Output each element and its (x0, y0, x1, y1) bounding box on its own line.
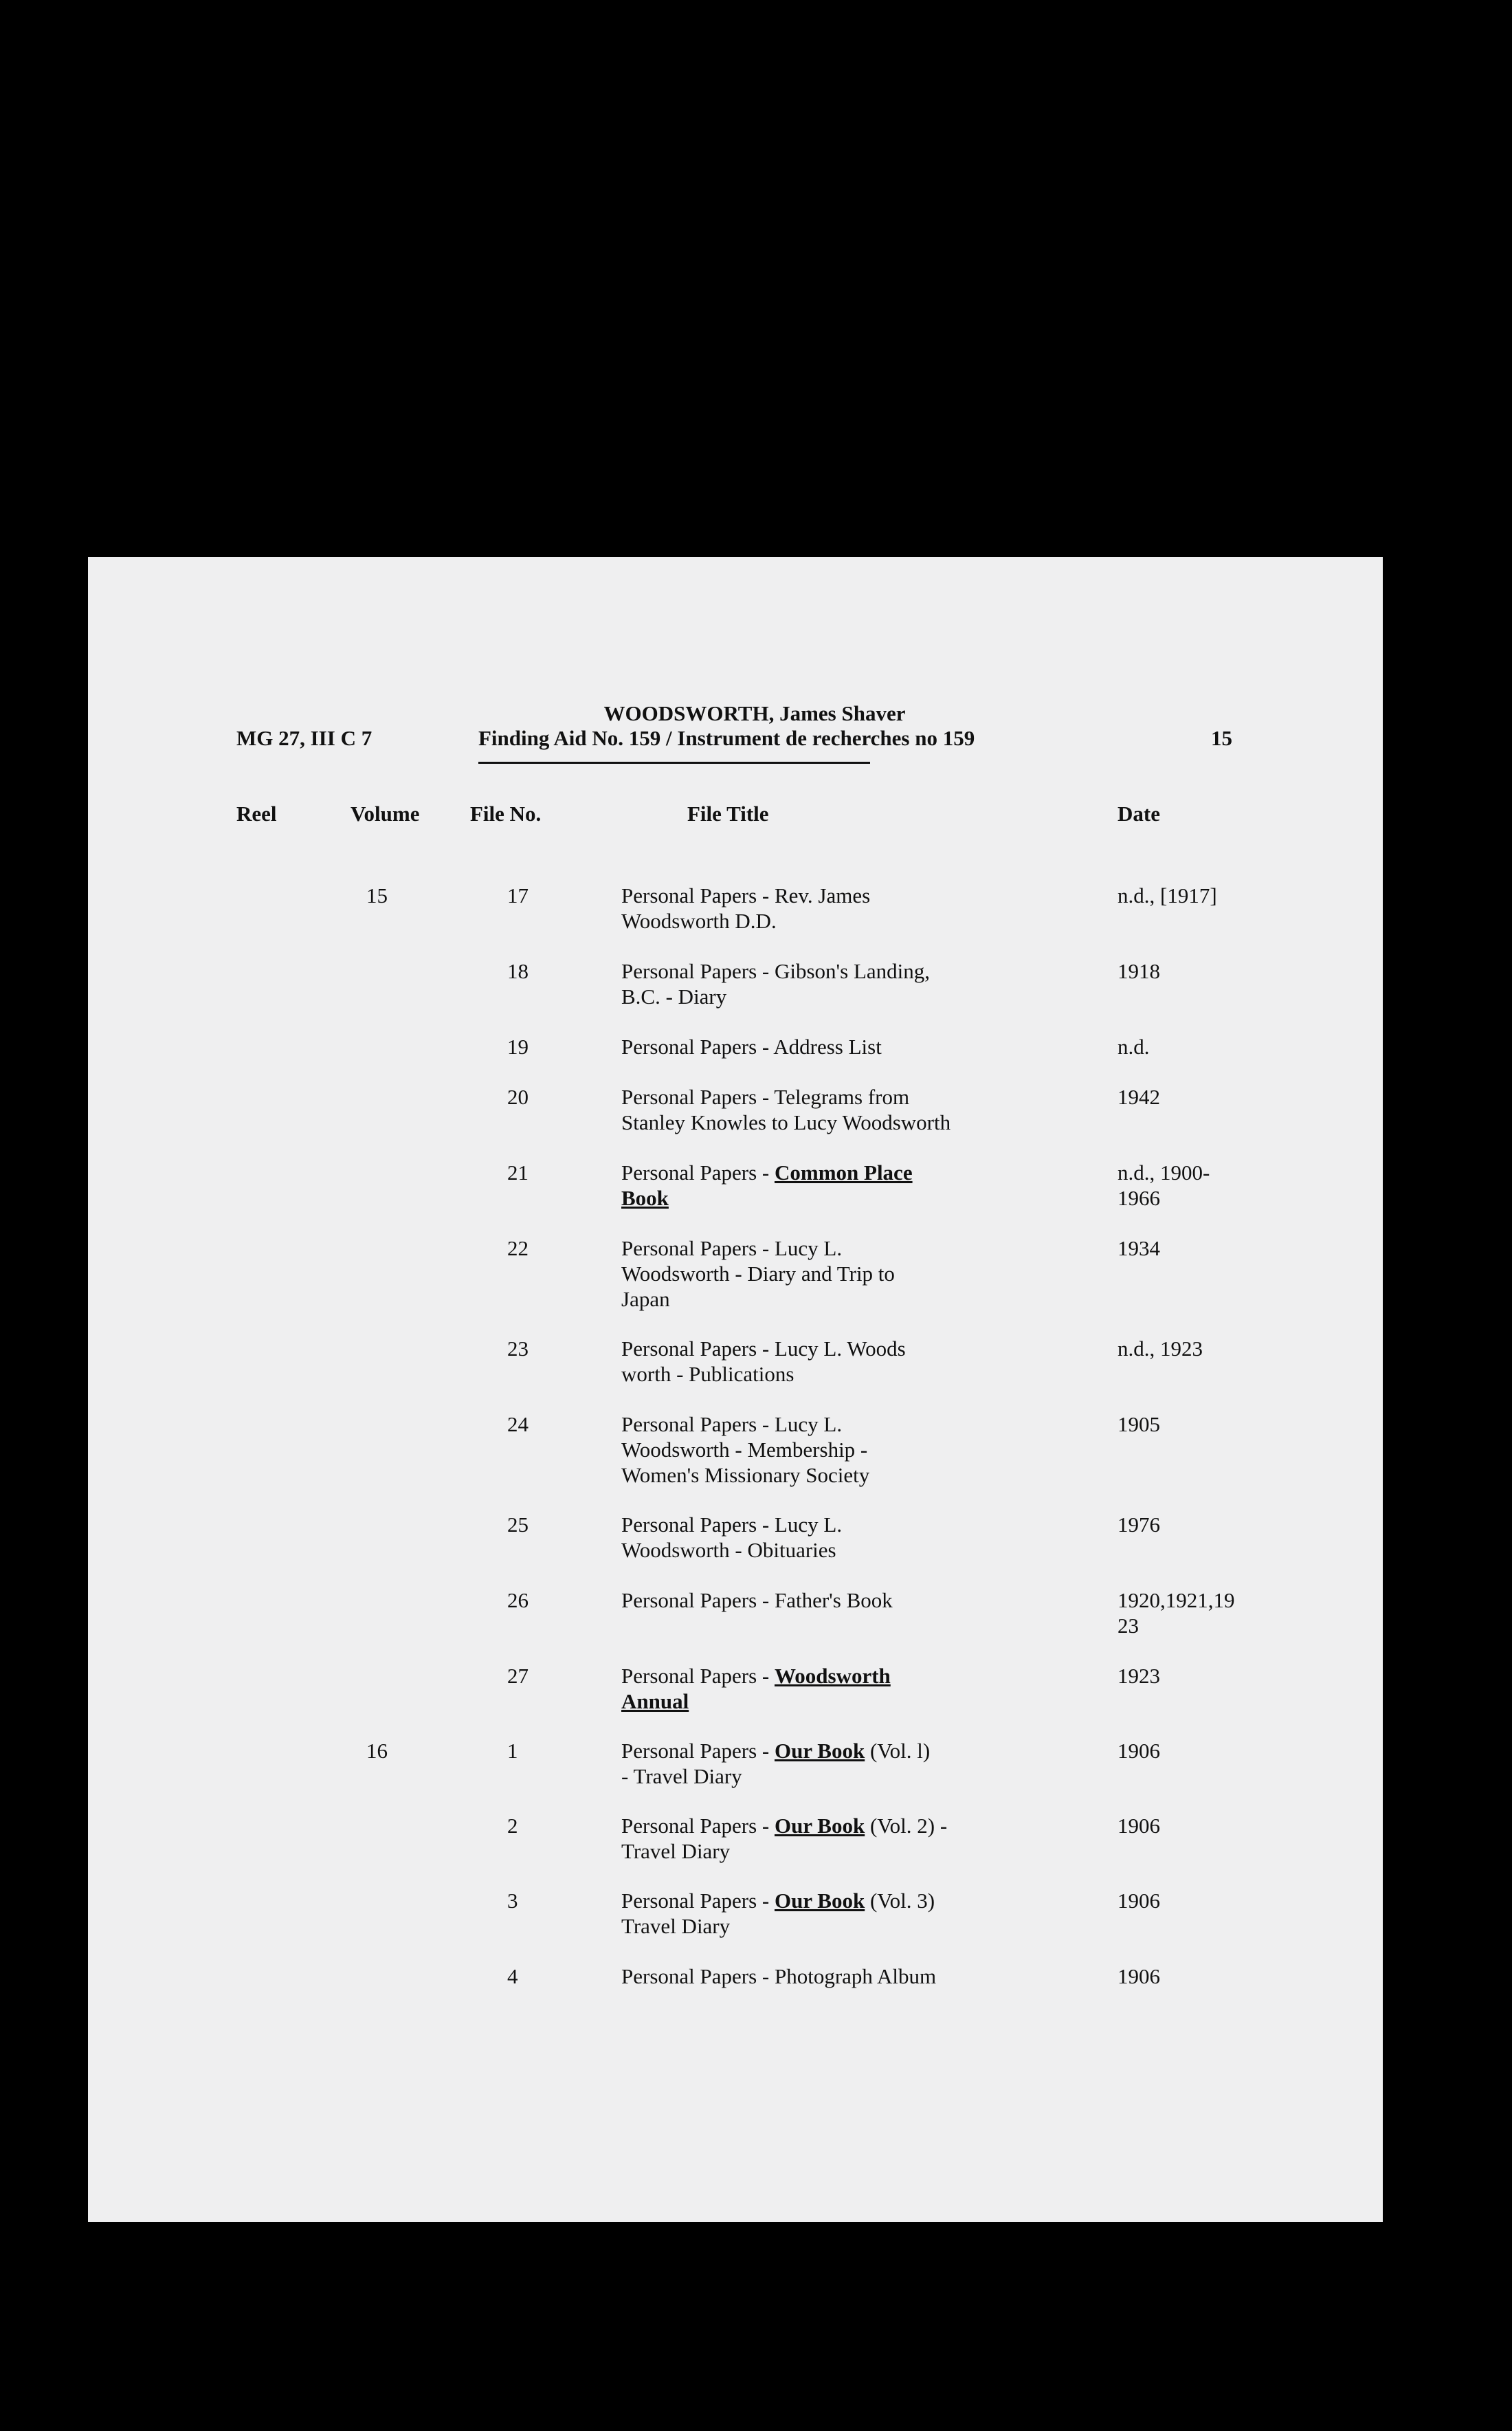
title-text: Woodsworth - Membership - (621, 1438, 868, 1462)
file-date (1118, 1738, 1160, 1763)
file-date-line: 1920,1921,19 (1118, 1588, 1235, 1612)
file-title (621, 1160, 1047, 1211)
column-header-volume: Volume (351, 802, 420, 826)
file-title-line (621, 1663, 1047, 1688)
file-date-line: 1906 (1118, 1964, 1160, 1988)
file-date (1118, 1888, 1160, 1913)
file-title-line (621, 883, 1047, 908)
title-text: Personal Papers - Address List (621, 1035, 882, 1059)
file-title-line (621, 1361, 1047, 1387)
title-text: Personal Papers - Lucy L. (621, 1412, 843, 1436)
title-text: Women's Missionary Society (621, 1463, 870, 1487)
file-date (1118, 958, 1160, 984)
underlined-title-text: Our Book (774, 1739, 865, 1763)
volume-number: 16 (366, 1739, 388, 1763)
file-title (621, 883, 1047, 934)
file-title (621, 1888, 1047, 1939)
file-title (621, 1813, 1047, 1864)
file-date-line: 1934 (1118, 1236, 1160, 1260)
file-title (621, 1738, 1047, 1789)
file-title (621, 1336, 1047, 1387)
title-text: Personal Papers - (621, 1160, 775, 1185)
file-date (1118, 883, 1217, 908)
title-text: (Vol. l) (865, 1739, 931, 1763)
underlined-title-text: Common Place (774, 1160, 913, 1185)
file-date-line: 1906 (1118, 1739, 1160, 1763)
title-text: Japan (621, 1287, 670, 1311)
collection-reference: MG 27, III C 7 (236, 726, 373, 750)
underlined-title-text: Our Book (774, 1889, 865, 1913)
title-text: Personal Papers - (621, 1889, 775, 1913)
title-text: Personal Papers - (621, 1814, 775, 1838)
file-date (1118, 1034, 1150, 1059)
file-title-line (621, 984, 1047, 1009)
file-title (621, 1235, 1047, 1312)
file-title (621, 1964, 1047, 1989)
document-page (88, 557, 1383, 2222)
finding-aid-reference: Finding Aid No. 159 / Instrument de recherches no 159 (478, 726, 975, 750)
title-text: Travel Diary (621, 1914, 731, 1938)
underlined-title-text: Book (621, 1186, 669, 1210)
file-title-line (621, 1964, 1047, 1989)
file-title (621, 958, 1047, 1009)
file-title-line (621, 1688, 1047, 1714)
title-text: Woodsworth - Obituaries (621, 1538, 836, 1562)
file-title-line (621, 1034, 1047, 1059)
title-text: (Vol. 2) - (865, 1814, 948, 1838)
title-text: Personal Papers - Lucy L. (621, 1512, 843, 1537)
file-title-line (621, 1512, 1047, 1537)
file-date (1118, 1084, 1160, 1110)
file-date-line: 1905 (1118, 1412, 1160, 1436)
file-title-line (621, 1185, 1047, 1211)
file-date (1118, 1512, 1160, 1537)
file-date (1118, 1663, 1160, 1688)
file-date (1118, 1964, 1160, 1989)
file-title-line (621, 908, 1047, 934)
file-number: 2 (507, 1814, 518, 1838)
title-text: Personal Papers - (621, 1739, 775, 1763)
file-date-line: 23 (1118, 1614, 1139, 1638)
file-title-line (621, 1235, 1047, 1261)
file-number: 1 (507, 1739, 518, 1763)
file-date-line: 1918 (1118, 959, 1160, 983)
file-date-line: n.d., [1917] (1118, 883, 1217, 908)
header-underline (478, 762, 870, 764)
file-date (1118, 1587, 1235, 1638)
column-header-file-no: File No. (470, 802, 542, 826)
title-text: Woodsworth D.D. (621, 909, 777, 933)
column-header-reel: Reel (236, 802, 277, 826)
file-date-line: 1923 (1118, 1664, 1160, 1688)
title-text: Personal Papers - Lucy L. Woods (621, 1336, 906, 1361)
title-text: Personal Papers - Photograph Album (621, 1964, 937, 1988)
file-number: 26 (507, 1588, 529, 1612)
file-title (621, 1663, 1047, 1714)
file-title-line (621, 1462, 1047, 1488)
file-number: 19 (507, 1035, 529, 1059)
file-title (621, 1084, 1047, 1135)
file-date-line: n.d. (1118, 1035, 1150, 1059)
column-header-file-title: File Title (687, 802, 769, 826)
underlined-title-text: Our Book (774, 1814, 865, 1838)
file-date (1118, 1235, 1160, 1261)
file-title-line (621, 1888, 1047, 1913)
file-number: 22 (507, 1236, 529, 1260)
file-date (1118, 1411, 1160, 1437)
file-date-line: 1906 (1118, 1889, 1160, 1913)
file-title-line (621, 1813, 1047, 1838)
file-title-line (621, 1587, 1047, 1613)
title-text: worth - Publications (621, 1362, 794, 1386)
underlined-title-text: Woodsworth (774, 1664, 891, 1688)
file-number: 17 (507, 883, 529, 908)
file-title-line (621, 1261, 1047, 1286)
page-number: 15 (1211, 726, 1232, 750)
title-text: (Vol. 3) (865, 1889, 935, 1913)
file-title-line (621, 1738, 1047, 1763)
file-number: 24 (507, 1412, 529, 1436)
file-date-line: 1976 (1118, 1512, 1160, 1537)
file-title-line (621, 958, 1047, 984)
volume-number: 15 (366, 883, 388, 908)
file-date-line: 1966 (1118, 1186, 1160, 1210)
file-date-line: n.d., 1923 (1118, 1336, 1203, 1361)
column-header-date: Date (1118, 802, 1160, 826)
file-title-line (621, 1336, 1047, 1361)
file-title-line (621, 1838, 1047, 1864)
file-date-line: 1906 (1118, 1814, 1160, 1838)
file-title-line (621, 1160, 1047, 1185)
file-title (621, 1512, 1047, 1563)
file-date (1118, 1160, 1210, 1211)
document-title: WOODSWORTH, James Shaver (603, 701, 906, 725)
file-number: 27 (507, 1664, 529, 1688)
file-title (621, 1411, 1047, 1488)
title-text: Personal Papers - Lucy L. (621, 1236, 843, 1260)
file-title-line (621, 1286, 1047, 1312)
file-number: 20 (507, 1085, 529, 1109)
file-number: 4 (507, 1964, 518, 1988)
file-title-line (621, 1763, 1047, 1789)
file-title-line (621, 1084, 1047, 1110)
file-number: 23 (507, 1336, 529, 1361)
file-number: 21 (507, 1160, 529, 1185)
underlined-title-text: Annual (621, 1689, 689, 1713)
title-text: Personal Papers - Gibson's Landing, (621, 959, 931, 983)
file-title-line (621, 1110, 1047, 1135)
title-text: Personal Papers - Father's Book (621, 1588, 893, 1612)
file-date-line: 1942 (1118, 1085, 1160, 1109)
file-date-line: n.d., 1900- (1118, 1160, 1210, 1185)
title-text: - Travel Diary (621, 1764, 742, 1788)
file-title-line (621, 1537, 1047, 1563)
file-title (621, 1034, 1047, 1059)
file-number: 25 (507, 1512, 529, 1537)
file-title-line (621, 1437, 1047, 1462)
title-text: Personal Papers - Rev. James (621, 883, 871, 908)
file-number: 18 (507, 959, 529, 983)
file-title (621, 1587, 1047, 1613)
file-number: 3 (507, 1889, 518, 1913)
file-date (1118, 1813, 1160, 1838)
title-text: Stanley Knowles to Lucy Woodsworth (621, 1110, 951, 1134)
title-text: Travel Diary (621, 1839, 731, 1863)
title-text: Personal Papers - (621, 1664, 775, 1688)
title-text: Personal Papers - Telegrams from (621, 1085, 910, 1109)
file-date (1118, 1336, 1203, 1361)
title-text: B.C. - Diary (621, 984, 727, 1009)
title-text: Woodsworth - Diary and Trip to (621, 1262, 895, 1286)
file-title-line (621, 1411, 1047, 1437)
file-title-line (621, 1913, 1047, 1939)
